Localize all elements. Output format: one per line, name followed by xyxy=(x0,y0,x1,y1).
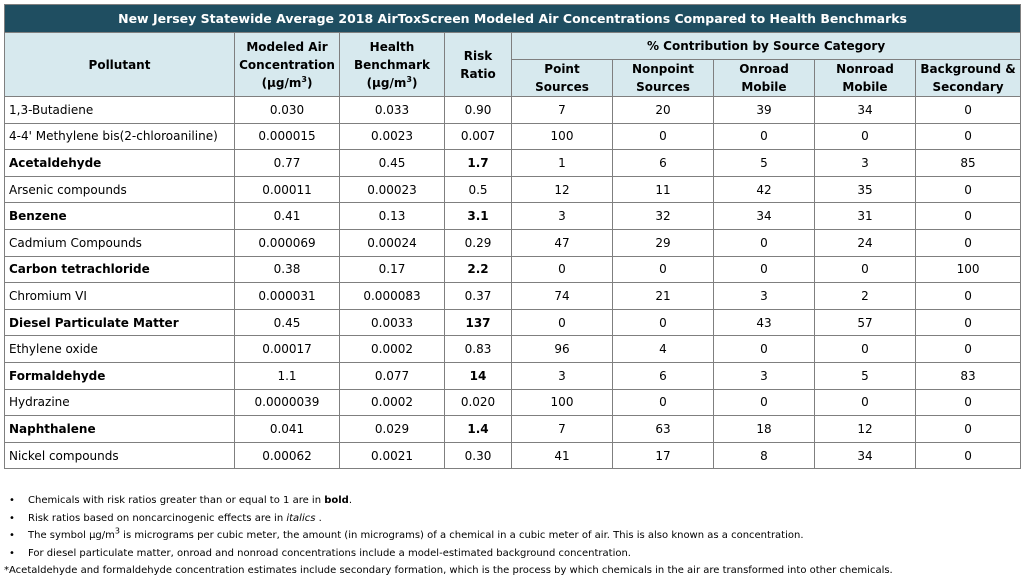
note-units: • The symbol $\mu g/m^3$ is micrograms per cubic meter, the amount (in micrograms) of a chemical in a cubic meter of air. This is also known as a concentration. xyxy=(4,527,1020,545)
onroad-mobile-cell: 5 xyxy=(714,150,815,177)
pollutant-cell: Hydrazine xyxy=(5,389,235,416)
background-secondary-cell: 0 xyxy=(916,229,1021,256)
nonroad-mobile-cell: 5 xyxy=(815,362,916,389)
background-secondary-cell: 0 xyxy=(916,389,1021,416)
risk-ratio-cell: 137 xyxy=(445,309,512,336)
benchmark-cell: 0.0023 xyxy=(340,123,445,150)
pollutant-cell: Arsenic compounds xyxy=(5,176,235,203)
benchmark-cell: 0.0002 xyxy=(340,389,445,416)
concentration-cell: 1.1 xyxy=(235,362,340,389)
benchmark-cell: 0.0021 xyxy=(340,442,445,469)
header-modeled-concentration: Modeled Air Concentration $(\mu g/m^3)$ xyxy=(235,33,340,97)
table-row xyxy=(5,256,1021,283)
nonroad-mobile-cell: 0 xyxy=(815,389,916,416)
point-sources-cell: 3 xyxy=(512,362,613,389)
nonpoint-sources-cell: 29 xyxy=(613,229,714,256)
point-sources-cell: 47 xyxy=(512,229,613,256)
nonroad-mobile-cell: 24 xyxy=(815,229,916,256)
pollutant-cell: Diesel Particulate Matter xyxy=(5,309,235,336)
onroad-mobile-cell: 0 xyxy=(714,389,815,416)
onroad-mobile-cell: 0 xyxy=(714,229,815,256)
table-title: New Jersey Statewide Average 2018 AirToxScreen Modeled Air Concentrations Compared to Health Benchmarks xyxy=(5,5,1021,33)
point-sources-cell: 12 xyxy=(512,176,613,203)
table-row xyxy=(5,150,1021,177)
risk-ratio-cell: 0.37 xyxy=(445,283,512,310)
risk-ratio-cell: 0.30 xyxy=(445,442,512,469)
table-row xyxy=(5,442,1021,469)
header-risk-ratio: Risk Ratio xyxy=(445,33,512,97)
benchmark-cell: 0.00024 xyxy=(340,229,445,256)
concentration-cell: 0.38 xyxy=(235,256,340,283)
concentration-cell: 0.000031 xyxy=(235,283,340,310)
pollutant-cell: Ethylene oxide xyxy=(5,336,235,363)
background-secondary-cell: 0 xyxy=(916,442,1021,469)
table-body xyxy=(5,97,1021,469)
nonpoint-sources-cell: 20 xyxy=(613,97,714,124)
table-row xyxy=(5,229,1021,256)
background-secondary-cell: 85 xyxy=(916,150,1021,177)
nonroad-mobile-cell: 34 xyxy=(815,97,916,124)
nonroad-mobile-cell: 12 xyxy=(815,416,916,443)
risk-ratio-cell: 0.5 xyxy=(445,176,512,203)
benchmark-cell: 0.0002 xyxy=(340,336,445,363)
bullet-icon: • xyxy=(9,547,15,559)
benchmark-cell: 0.029 xyxy=(340,416,445,443)
table-row xyxy=(5,123,1021,150)
nonpoint-sources-cell: 21 xyxy=(613,283,714,310)
table-row xyxy=(5,336,1021,363)
risk-ratio-cell: 1.7 xyxy=(445,150,512,177)
onroad-mobile-cell: 42 xyxy=(714,176,815,203)
pollutant-cell: Chromium VI xyxy=(5,283,235,310)
point-sources-cell: 100 xyxy=(512,123,613,150)
benchmark-table xyxy=(4,4,1021,469)
header-point-sources: Point Sources xyxy=(512,60,613,97)
table-row xyxy=(5,97,1021,124)
nonroad-mobile-cell: 57 xyxy=(815,309,916,336)
header-background-secondary: Background & Secondary xyxy=(916,60,1021,97)
onroad-mobile-cell: 0 xyxy=(714,123,815,150)
footnote-secondary-formation: *Acetaldehyde and formaldehyde concentration estimates include secondary formation, which is the process by which chemicals in the air are transformed into other chemicals. xyxy=(4,565,893,576)
onroad-mobile-cell: 3 xyxy=(714,283,815,310)
pollutant-cell: Naphthalene xyxy=(5,416,235,443)
pollutant-cell: Formaldehyde xyxy=(5,362,235,389)
concentration-cell: 0.030 xyxy=(235,97,340,124)
risk-ratio-cell: 3.1 xyxy=(445,203,512,230)
risk-ratio-cell: 1.4 xyxy=(445,416,512,443)
background-secondary-cell: 100 xyxy=(916,256,1021,283)
nonroad-mobile-cell: 2 xyxy=(815,283,916,310)
table-row xyxy=(5,283,1021,310)
header-nonpoint-sources: Nonpoint Sources xyxy=(613,60,714,97)
benchmark-cell: 0.00023 xyxy=(340,176,445,203)
point-sources-cell: 0 xyxy=(512,309,613,336)
table-row xyxy=(5,176,1021,203)
onroad-mobile-cell: 39 xyxy=(714,97,815,124)
background-secondary-cell: 0 xyxy=(916,416,1021,443)
header-health-benchmark: Health Benchmark $(\mu g/m^3)$ xyxy=(340,33,445,97)
concentration-cell: 0.00011 xyxy=(235,176,340,203)
pollutant-cell: Nickel compounds xyxy=(5,442,235,469)
onroad-mobile-cell: 43 xyxy=(714,309,815,336)
table-row xyxy=(5,203,1021,230)
concentration-cell: 0.000015 xyxy=(235,123,340,150)
note-italic-rule: • Risk ratios based on noncarcinogenic effects are in italics . xyxy=(4,510,1020,528)
point-sources-cell: 1 xyxy=(512,150,613,177)
nonroad-mobile-cell: 31 xyxy=(815,203,916,230)
nonpoint-sources-cell: 0 xyxy=(613,309,714,336)
notes-section xyxy=(4,492,1020,580)
bullet-icon: • xyxy=(9,495,15,506)
benchmark-cell: 0.13 xyxy=(340,203,445,230)
table-row xyxy=(5,362,1021,389)
risk-ratio-cell: 0.90 xyxy=(445,97,512,124)
background-secondary-cell: 83 xyxy=(916,362,1021,389)
table-row xyxy=(5,389,1021,416)
nonroad-mobile-cell: 0 xyxy=(815,123,916,150)
table-row xyxy=(5,416,1021,443)
table-row xyxy=(5,309,1021,336)
background-secondary-cell: 0 xyxy=(916,176,1021,203)
concentration-cell: 0.41 xyxy=(235,203,340,230)
risk-ratio-cell: 2.2 xyxy=(445,256,512,283)
nonpoint-sources-cell: 0 xyxy=(613,389,714,416)
header-nonroad-mobile: Nonroad Mobile xyxy=(815,60,916,97)
risk-ratio-cell: 14 xyxy=(445,362,512,389)
nonpoint-sources-cell: 4 xyxy=(613,336,714,363)
benchmark-cell: 0.17 xyxy=(340,256,445,283)
nonpoint-sources-cell: 0 xyxy=(613,123,714,150)
header-onroad-mobile: Onroad Mobile xyxy=(714,60,815,97)
point-sources-cell: 7 xyxy=(512,97,613,124)
bullet-icon: • xyxy=(9,512,15,524)
background-secondary-cell: 0 xyxy=(916,336,1021,363)
point-sources-cell: 41 xyxy=(512,442,613,469)
benchmark-cell: 0.000083 xyxy=(340,283,445,310)
pollutant-cell: Carbon tetrachloride xyxy=(5,256,235,283)
onroad-mobile-cell: 34 xyxy=(714,203,815,230)
point-sources-cell: 74 xyxy=(512,283,613,310)
risk-ratio-cell: 0.83 xyxy=(445,336,512,363)
onroad-mobile-cell: 8 xyxy=(714,442,815,469)
background-secondary-cell: 0 xyxy=(916,309,1021,336)
background-secondary-cell: 0 xyxy=(916,203,1021,230)
onroad-mobile-cell: 0 xyxy=(714,256,815,283)
risk-ratio-cell: 0.020 xyxy=(445,389,512,416)
benchmark-cell: 0.0033 xyxy=(340,309,445,336)
nonpoint-sources-cell: 11 xyxy=(613,176,714,203)
concentration-cell: 0.45 xyxy=(235,309,340,336)
point-sources-cell: 7 xyxy=(512,416,613,443)
concentration-cell: 0.0000039 xyxy=(235,389,340,416)
nonroad-mobile-cell: 0 xyxy=(815,256,916,283)
pollutant-cell: Cadmium Compounds xyxy=(5,229,235,256)
nonpoint-sources-cell: 6 xyxy=(613,150,714,177)
benchmark-cell: 0.033 xyxy=(340,97,445,124)
concentration-cell: 0.00062 xyxy=(235,442,340,469)
onroad-mobile-cell: 18 xyxy=(714,416,815,443)
pollutant-cell: 1,3-Butadiene xyxy=(5,97,235,124)
benchmark-cell: 0.077 xyxy=(340,362,445,389)
nonpoint-sources-cell: 63 xyxy=(613,416,714,443)
concentration-cell: 0.041 xyxy=(235,416,340,443)
point-sources-cell: 0 xyxy=(512,256,613,283)
concentration-cell: 0.77 xyxy=(235,150,340,177)
header-pollutant: Pollutant xyxy=(5,33,235,97)
nonroad-mobile-cell: 3 xyxy=(815,150,916,177)
point-sources-cell: 3 xyxy=(512,203,613,230)
risk-ratio-cell: 0.007 xyxy=(445,123,512,150)
concentration-cell: 0.00017 xyxy=(235,336,340,363)
onroad-mobile-cell: 3 xyxy=(714,362,815,389)
background-secondary-cell: 0 xyxy=(916,97,1021,124)
background-secondary-cell: 0 xyxy=(916,283,1021,310)
header-source-contribution: % Contribution by Source Category xyxy=(512,33,1021,60)
concentration-cell: 0.000069 xyxy=(235,229,340,256)
pollutant-cell: Acetaldehyde xyxy=(5,150,235,177)
risk-ratio-cell: 0.29 xyxy=(445,229,512,256)
pollutant-cell: 4-4' Methylene bis(2-chloroaniline) xyxy=(5,123,235,150)
nonroad-mobile-cell: 34 xyxy=(815,442,916,469)
nonroad-mobile-cell: 35 xyxy=(815,176,916,203)
nonpoint-sources-cell: 32 xyxy=(613,203,714,230)
bullet-icon: • xyxy=(9,530,15,541)
note-diesel: • For diesel particulate matter, onroad and nonroad concentrations include a model-estimated background concentration. xyxy=(4,545,1020,563)
nonroad-mobile-cell: 0 xyxy=(815,336,916,363)
background-secondary-cell: 0 xyxy=(916,123,1021,150)
point-sources-cell: 96 xyxy=(512,336,613,363)
onroad-mobile-cell: 0 xyxy=(714,336,815,363)
pollutant-cell: Benzene xyxy=(5,203,235,230)
nonpoint-sources-cell: 17 xyxy=(613,442,714,469)
nonpoint-sources-cell: 6 xyxy=(613,362,714,389)
nonpoint-sources-cell: 0 xyxy=(613,256,714,283)
note-bold-rule: • Chemicals with risk ratios greater than or equal to 1 are in bold. xyxy=(4,492,1020,510)
benchmark-cell: 0.45 xyxy=(340,150,445,177)
point-sources-cell: 100 xyxy=(512,389,613,416)
